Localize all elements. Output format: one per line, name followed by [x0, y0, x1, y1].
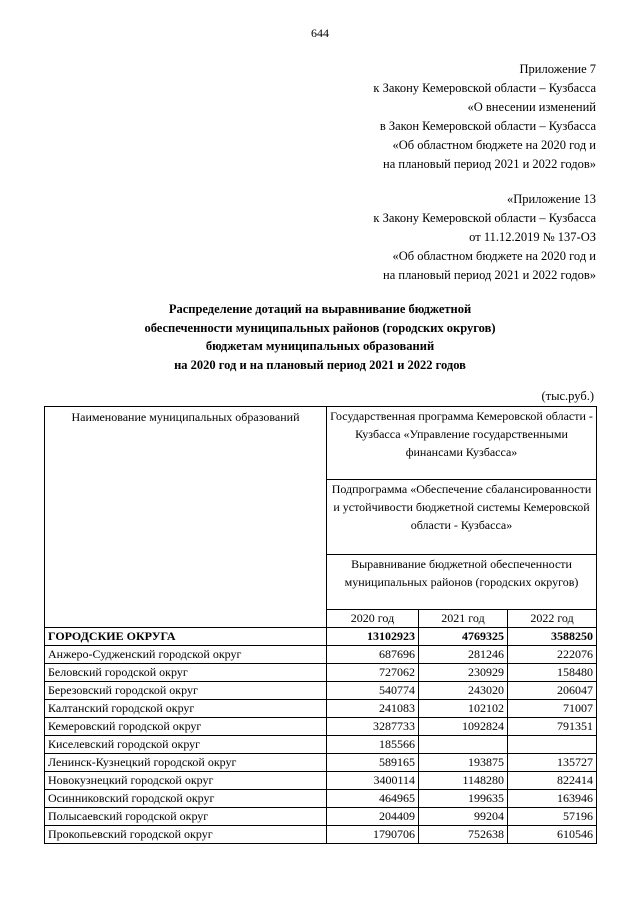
- value-2022: [508, 736, 597, 754]
- table-row: [45, 736, 597, 754]
- row-name: Киселевский городской округ: [45, 736, 327, 754]
- table-row: [45, 646, 597, 664]
- appendix-original-line: «Об областном бюджете на 2020 год и: [392, 249, 596, 263]
- value-2022: 610546: [508, 826, 597, 844]
- table-row: [45, 826, 597, 844]
- appendix-header-line: к Закону Кемеровской области – Кузбасса: [373, 81, 596, 95]
- value-2020: 687696: [327, 646, 419, 664]
- value-2020: 241083: [327, 700, 419, 718]
- table-row: [45, 718, 597, 736]
- value-2022: 57196: [508, 808, 597, 826]
- title-line: обеспеченности муниципальных районов (городских округов): [144, 320, 496, 335]
- year-header-2020: 2020 год: [327, 610, 419, 628]
- value-2021: 243020: [419, 682, 508, 700]
- row-name: Прокопьевский городской округ: [45, 826, 327, 844]
- title-line: на 2020 год и на плановый период 2021 и 2022 годов: [174, 357, 466, 372]
- value-2020: 727062: [327, 664, 419, 682]
- value-2021: [419, 736, 508, 754]
- value-2020: 540774: [327, 682, 419, 700]
- title-line: Распределение дотаций на выравнивание бюджетной: [168, 302, 472, 316]
- table-row: [45, 772, 597, 790]
- appendix-original-line: «Приложение 13: [507, 192, 596, 206]
- row-name: Новокузнецкий городской округ: [45, 772, 327, 790]
- appendix-original-line: от 11.12.2019 № 137-ОЗ: [469, 230, 596, 244]
- value-2021: 752638: [419, 826, 508, 844]
- value-2022: 158480: [508, 664, 597, 682]
- row-name: Березовский городской округ: [45, 682, 327, 700]
- value-2022: 135727: [508, 754, 597, 772]
- value-2022: 822414: [508, 772, 597, 790]
- program-header: Государственная программа Кемеровской области - Кузбасса «Управление государственными финансами Кузбасса»: [327, 407, 597, 480]
- appendix-header-line: «О внесении изменений: [467, 100, 596, 114]
- value-2021: 1092824: [419, 718, 508, 736]
- appendix-header-line: Приложение 7: [519, 62, 596, 76]
- table-row: [45, 682, 597, 700]
- table-row: [45, 790, 597, 808]
- row-name: Осинниковский городской округ: [45, 790, 327, 808]
- appendix-header-line: в Закон Кемеровской области – Кузбасса: [379, 119, 596, 133]
- table-row-total: [45, 628, 597, 646]
- value-2020: 3400114: [327, 772, 419, 790]
- year-header-2022: 2022 год: [508, 610, 597, 628]
- year-header-2021: 2021 год: [419, 610, 508, 628]
- value-2022: 3588250: [508, 628, 597, 646]
- value-2021: 102102: [419, 700, 508, 718]
- value-2022: 222076: [508, 646, 597, 664]
- row-name: ГОРОДСКИЕ ОКРУГА: [45, 628, 327, 646]
- table-row: [45, 808, 597, 826]
- appendix-header: [373, 60, 596, 174]
- measure-header: Выравнивание бюджетной обеспеченности муниципальных районов (городских округов): [327, 555, 597, 610]
- subsidy-table: [44, 406, 597, 844]
- value-2022: 206047: [508, 682, 597, 700]
- value-2021: 281246: [419, 646, 508, 664]
- appendix-header-line: на плановый период 2021 и 2022 годов»: [383, 157, 596, 171]
- value-2021: 199635: [419, 790, 508, 808]
- value-2020: 589165: [327, 754, 419, 772]
- row-name: Полысаевский городской округ: [45, 808, 327, 826]
- value-2021: 230929: [419, 664, 508, 682]
- document-title: [0, 300, 640, 374]
- appendix-original-line: на плановый период 2021 и 2022 годов»: [383, 268, 596, 282]
- value-2022: 791351: [508, 718, 597, 736]
- value-2021: 99204: [419, 808, 508, 826]
- value-2021: 4769325: [419, 628, 508, 646]
- row-name: Беловский городской округ: [45, 664, 327, 682]
- value-2022: 71007: [508, 700, 597, 718]
- appendix-original: [373, 190, 596, 285]
- value-2020: 1790706: [327, 826, 419, 844]
- value-2022: 163946: [508, 790, 597, 808]
- subprogram-header: Подпрограмма «Обеспечение сбалансированности и устойчивости бюджетной системы Кемеровской области - Кузбасса»: [327, 480, 597, 555]
- row-name: Калтанский городской округ: [45, 700, 327, 718]
- title-line: бюджетам муниципальных образований: [205, 339, 435, 353]
- table-row: [45, 754, 597, 772]
- row-name: Ленинск-Кузнецкий городской округ: [45, 754, 327, 772]
- value-2021: 193875: [419, 754, 508, 772]
- value-2020: 3287733: [327, 718, 419, 736]
- appendix-original-line: к Закону Кемеровской области – Кузбасса: [373, 211, 596, 225]
- row-name: Кемеровский городской округ: [45, 718, 327, 736]
- value-2020: 464965: [327, 790, 419, 808]
- row-name: Анжеро-Судженский городской округ: [45, 646, 327, 664]
- appendix-header-line: «Об областном бюджете на 2020 год и: [392, 138, 596, 152]
- value-2021: 1148280: [419, 772, 508, 790]
- column-header-name: Наименование муниципальных образований: [45, 407, 327, 628]
- value-2020: 185566: [327, 736, 419, 754]
- page-number: 644: [311, 26, 329, 40]
- table-row: [45, 664, 597, 682]
- value-2020: 13102923: [327, 628, 419, 646]
- table-row: [45, 700, 597, 718]
- units-label: (тыс.руб.): [541, 389, 594, 403]
- value-2020: 204409: [327, 808, 419, 826]
